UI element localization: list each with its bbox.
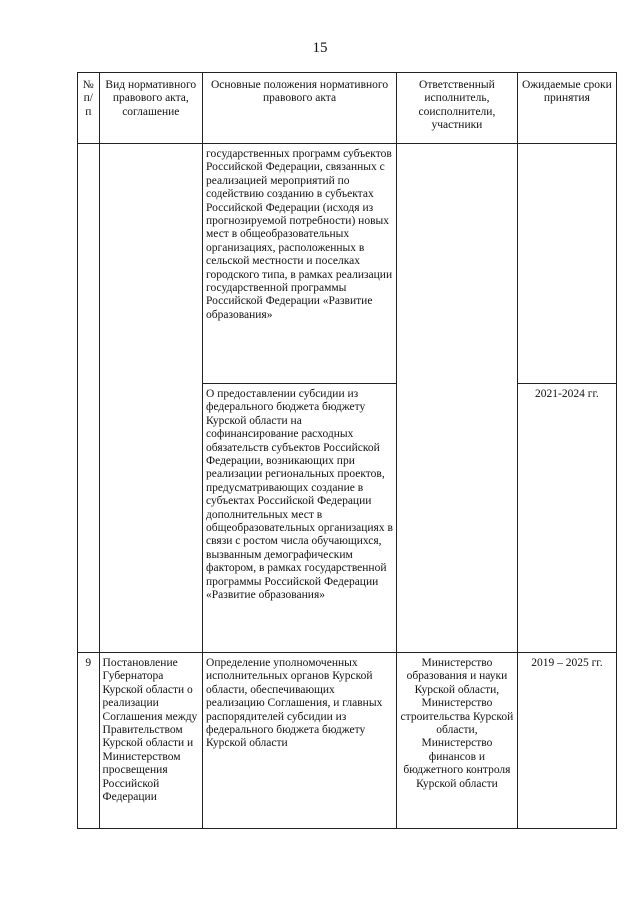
header-provisions: Основные положения нормативного правового акта <box>203 73 397 144</box>
provisions-text: государственных программ субъектов Российской Федерации, связанных с реализацией мероприятий по содействию созданию в субъектах Российской Федерации (исходя из прогнозируемой потребности) новых мест в общеобразовательных организациях, расположенных в сельской местности и поселках городского типа, в рамках реализации государственной программы Российской Федерации «Развитие образования» <box>206 148 393 321</box>
header-dates: Ожидаемые сроки принятия <box>517 73 616 144</box>
row-number-cell <box>78 144 100 653</box>
header-act-type: Вид нормативного правового акта, соглашение <box>99 73 202 144</box>
provisions-text: О предоставлении субсидии из федерального бюджета бюджету Курской области на софинансирование расходных обязательств субъектов Российской Федерации, возникающих при реализации региональных проектов, предусматривающих создание в субъектах Российской Федерации дополнительных мест в общеобразовательных организациях в связи с ростом числа обучающихся, вызванным демографическим фактором, в рамках государственной программы Российской Федерации «Развитие образования» <box>206 388 393 602</box>
legal-acts-table <box>77 72 617 829</box>
row-dates-cell <box>517 144 616 384</box>
provisions-text: Определение уполномоченных исполнительных органов Курской области, обеспечивающих реализацию Соглашения, и главных распорядителей субсидии из федерального бюджета бюджету Курской области <box>206 657 383 750</box>
row-responsible-cell <box>397 653 518 829</box>
row-act-type-cell <box>99 144 202 653</box>
header-number: № п/п <box>78 73 100 144</box>
header-responsible: Ответственный исполнитель, соисполнители, участники <box>397 73 518 144</box>
row-act-type-cell <box>99 653 202 829</box>
dates-text: 2019 – 2025 гг. <box>531 657 603 669</box>
responsible-text: Министерство образования и науки Курской области, Министерство строительства Курской области, Министерство финансов и бюджетного контроля Курской области <box>400 657 514 790</box>
row-provisions-cell <box>203 653 397 829</box>
dates-text: 2021-2024 гг. <box>535 388 599 400</box>
page-number: 15 <box>312 40 328 56</box>
row-dates-cell <box>517 653 616 829</box>
row-provisions-cell <box>203 144 397 384</box>
row-number-text: 9 <box>85 657 92 669</box>
table-header-row <box>78 73 617 144</box>
table-row <box>78 144 617 384</box>
row-number-cell <box>78 653 100 829</box>
row-responsible-cell <box>397 144 518 653</box>
row-dates-cell <box>517 384 616 653</box>
act-type-text: Постановление Губернатора Курской области о реализации Соглашения между Правительством Курской области и Министерством просвещения Российской Федерации <box>102 657 198 804</box>
table-row <box>78 653 617 829</box>
row-provisions-cell <box>203 384 397 653</box>
